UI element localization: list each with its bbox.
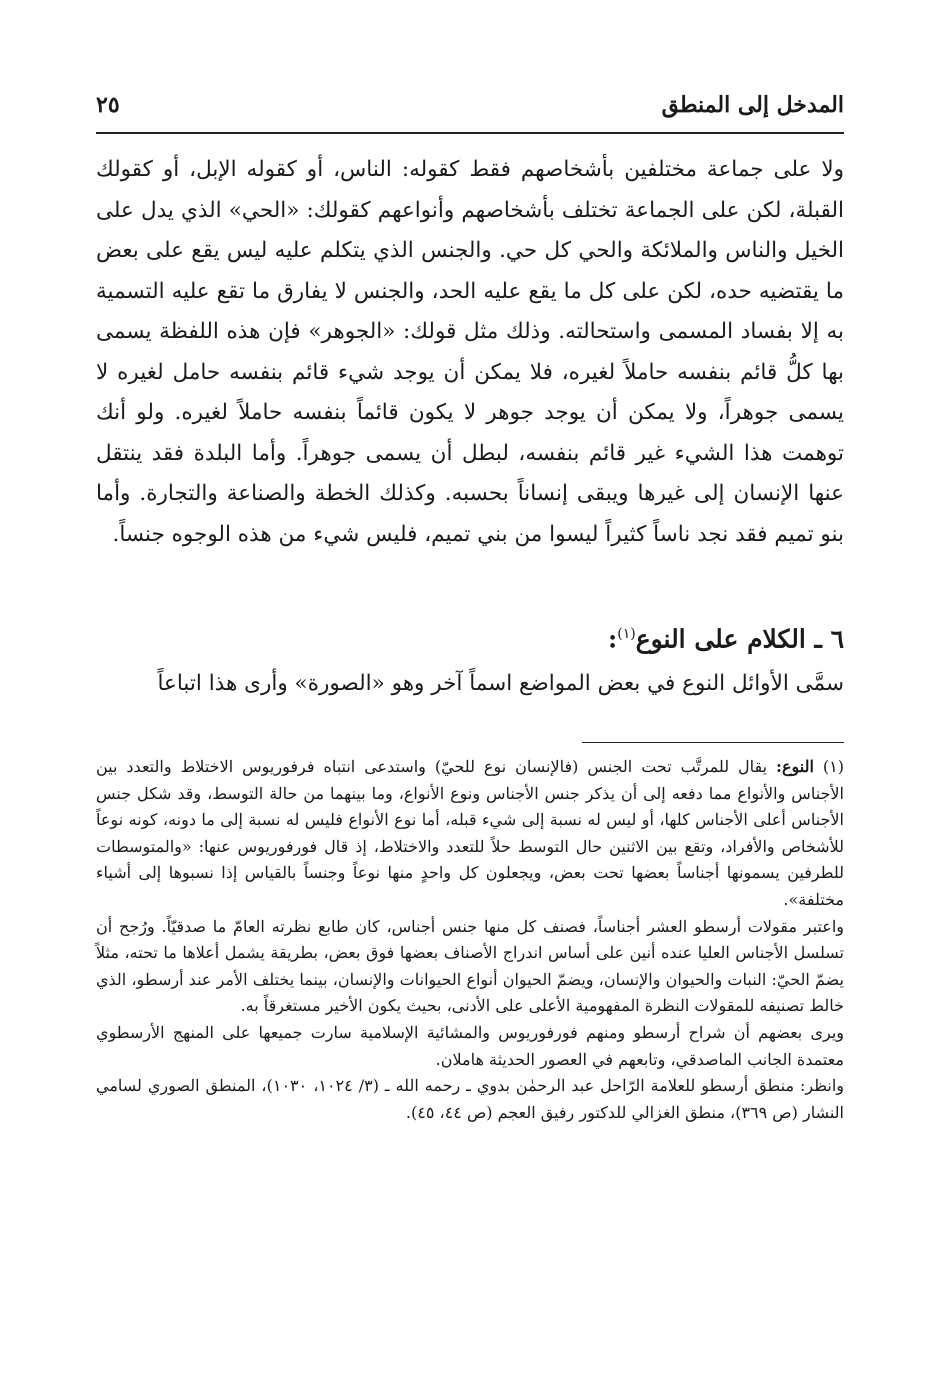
header-rule xyxy=(96,132,844,134)
section-heading-text: ٦ ـ الكلام على النوع xyxy=(635,624,844,654)
body-paragraph: ولا على جماعة مختلفين بأشخاصهم فقط كقوله: الناس، أو كقوله الإبل، أو كقولك القبلة، لكن على الجماعة تختلف بأشخاصهم وأنواعهم كقولك: «الحي» الذي يدل على الخيل والناس والملائكة والحي كل حي. والجنس الذي يتكلم عليه ليس يقع على بعض ما يقتضيه حده، لكن على كل ما يقع عليه الحد، والجنس لا يفارق ما تقع عليه التسمية به إلا بفساد المسمى واستحالته. وذلك مثل قولك: «الجوهر» فإن هذه اللفظة يسمى بها كلُّ قائم بنفسه حاملاً لغيره، فلا يمكن أن يوجد شيء قائم بنفسه حامل لغيره لا يسمى جوهراً، ولا يمكن أن يوجد جوهر لا يكون قائماً بنفسه حاملاً لغيره. ولو أنك توهمت هذا الشيء غير قائم بنفسه، لبطل أن يسمى جوهراً. وأما البلدة فقد ينتقل عنها الإنسان إلى غيرها ويبقى إنساناً بحسبه. وكذلك الخطة والصناعة والتجارة. وأما بنو تميم فقد نجد ناساً كثيراً ليسوا من بني تميم، فليس شيء من هذه الوجوه جنساً. xyxy=(96,157,844,547)
footnote-paragraph-2: واعتبر مقولات أرسطو العشر أجناساً، فصنف كل منها جنس أجناس، كان طابع نظرته العامّ ما صدقيّاً. ورُجح أن تسلسل الأجناس العليا عنده أنين على أساس اندراج الأصناف بعضها فوق بعض، بطريقة يشمل أعلاها ما تحته، مثلاً يضمّ الحيّ: النبات والحيوان والإنسان، ويضمّ الحيوان أنواع الحيوانات والإنسان، بينما يختلف الأمر عند أرسطو، الذي خالط تصنيفه للمقولات النظرة المفهومية الأعلى على الأدنى، بحيث يكون الأخير مستغرقاً به. xyxy=(96,916,844,1016)
footnote-term: النوع: xyxy=(776,757,814,776)
footnote-text: يقال للمرتَّب تحت الجنس (فالإنسان نوع للحيّ) واستدعى انتباه فرفوريوس الاختلاط والتعدد بين الأجناس والأنواع مما دفعه إلى أن يذكر جنس الأجناس ونوع الأنواع، وما بينهما من حالة التوسط، وقد شكل جنس الأجناس أعلى الأجناس كلها، أو ليس له نسبة إلى شيء قبله، أما نوع الأنواع فليس له نسبة إلى ما دونه، كونه نوعاً للأشخاص والأفراد، وتقع بين الاثنين حال التوسط حلاً للتعدد والاختلاط، إذ قال فورفوريوس عنها: «والمتوسطات للطرفين يسمونها أجناساً بعضها تحت بعض، ويجعلون كل واحدٍ منها نوعاً وجنساً بالقياس إذا نسبوها إلى أشياء مختلفة». xyxy=(96,757,844,909)
footnotes xyxy=(96,754,844,1126)
section-heading xyxy=(96,612,844,661)
footnote-1 xyxy=(96,754,844,914)
page-number: ٢٥ xyxy=(96,92,120,118)
section-paragraph: سمَّى الأوائل النوع في بعض المواضع اسماً آخر وهو «الصورة» وأرى هذا اتباعاً xyxy=(157,671,844,696)
footnote-marker: (١) xyxy=(822,757,844,776)
body-text xyxy=(96,150,844,555)
section-heading-colon: : xyxy=(607,624,618,654)
running-title: المدخل إلى المنطق xyxy=(661,92,844,118)
footnote-paragraph-3: ويرى بعضهم أن شراح أرسطو ومنهم فورفوريوس والمشائية الإسلامية سارت جميعها على المنهج الأرسطوي معتمدة الجانب الماصدقي، وتابعهم في العصور الحديثة هاملان. xyxy=(96,1022,844,1069)
footnote-reference: (١) xyxy=(617,626,636,642)
footnote-rule xyxy=(582,742,844,743)
running-header xyxy=(96,92,844,126)
footnote-references: وانظر: منطق أرسطو للعلامة الرّاحل عبد الرحمٰن بدوي ـ رحمه الله ـ (٣/ ١٠٢٤، ١٠٣٠)، المنطق الصوري لسامي النشار (ص ٣٦٩)، منطق الغزالي للدكتور رفيق العجم (ص ٤٤، ٤٥). xyxy=(96,1076,845,1122)
